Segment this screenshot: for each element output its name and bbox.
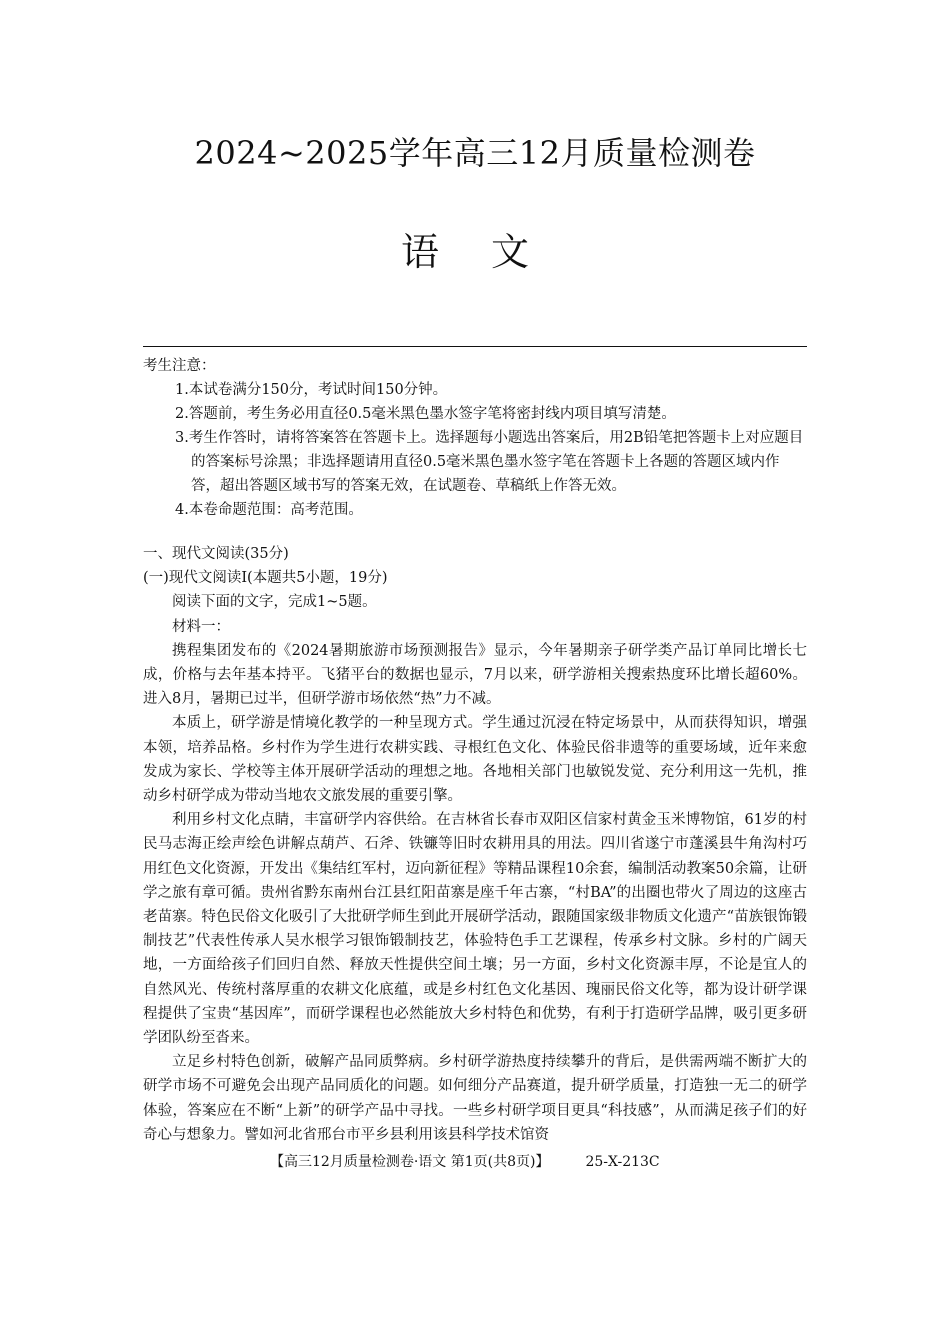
reading-section	[143, 542, 807, 1147]
page-footer	[270, 1152, 790, 1172]
exam-title: 2024~2025学年高三12月质量检测卷	[194, 134, 756, 172]
notice-item-1: 1.本试卷满分150分，考试时间150分钟。	[175, 382, 448, 398]
divider-line	[143, 346, 807, 347]
notice-heading: 考生注意：	[143, 358, 216, 374]
paragraph-1: 携程集团发布的《2024暑期旅游市场预测报告》显示，今年暑期亲子研学类产品订单同比增长七成，价格与去年基本持平。飞猪平台的数据也显示，7月以来，研学游相关搜索热度环比增长超60%。进入8月，暑期已过半，但研学游市场依然“热”力不减。	[143, 642, 807, 708]
notice-item-4: 4.本卷命题范围：高考范围。	[175, 502, 363, 518]
notice-item-2: 2.答题前，考生务必用直径0.5毫米黑色墨水签字笔将密封线内项目填写清楚。	[175, 406, 676, 422]
footer-page-info: 【高三12月质量检测卷·语文 第1页(共8页)】	[270, 1154, 550, 1170]
paragraph-3: 利用乡村文化点睛，丰富研学内容供给。在吉林省长春市双阳区信家村黄金玉米博物馆，61岁的村民马志海正绘声绘色讲解点葫芦、石斧、铁镰等旧时农耕用具的用法。四川省遂宁市蓬溪县牛角沟村巧用红色文化资源，开发出《集结红军村，迈向新征程》等精品课程10余套，编制活动教案50余篇，让研学之旅有章可循。贵州省黔东南州台江县红阳苗寨是座千年古寨，“村BA”的出圈也带火了周边的这座古老苗寨。特色民俗文化吸引了大批研学师生到此开展研学活动，跟随国家级非物质文化遗产“苗族银饰锻制技艺”代表性传承人吴水根学习银饰锻制技艺，体验特色手工艺课程，传承乡村文脉。乡村的广阔天地，一方面给孩子们回归自然、释放天性提供空间土壤；另一方面，乡村文化资源丰厚，不论是宜人的自然风光、传统村落厚重的农耕文化底蕴，或是乡村红色文化基因、瑰丽民俗文化等，都为设计研学课程提供了宝贵“基因库”，而研学课程也必然能放大乡村特色和优势，有利于打造研学品牌，吸引更多研学团队纷至沓来。	[143, 812, 807, 1047]
subject-title: 语文	[400, 230, 581, 274]
material-label: 材料一：	[172, 618, 230, 635]
footer-code: 25-X-213C	[585, 1154, 660, 1170]
section-subtitle: (一)现代文阅读Ⅰ(本题共5小题，19分)	[143, 570, 388, 587]
candidate-notice	[143, 354, 807, 522]
paragraph-2: 本质上，研学游是情境化教学的一种呈现方式。学生通过沉浸在特定场景中，从而获得知识，增强本领，培养品格。乡村作为学生进行农耕实践、寻根红色文化、体验民俗非遗等的重要场域，近年来愈发成为家长、学校等主体开展研学活动的理想之地。各地相关部门也敏锐发觉、充分利用这一先机，推动乡村研学成为带动当地农文旅发展的重要引擎。	[143, 715, 807, 805]
section-instruction: 阅读下面的文字，完成1~5题。	[172, 594, 377, 611]
notice-item-3: 3.考生作答时，请将答案答在答题卡上。选择题每小题选出答案后，用2B铅笔把答题卡上对应题目的答案标号涂黑；非选择题请用直径0.5毫米黑色墨水签字笔在答题卡上各题的答题区域内作答，超出答题区域书写的答案无效，在试题卷、草稿纸上作答无效。	[175, 430, 804, 494]
section-title: 一、现代文阅读(35分)	[143, 546, 289, 562]
paragraph-4: 立足乡村特色创新，破解产品同质弊病。乡村研学游热度持续攀升的背后，是供需两端不断扩大的研学市场不可避免会出现产品同质化的问题。如何细分产品赛道，提升研学质量，打造独一无二的研学体验，答案应在不断“上新”的研学产品中寻找。一些乡村研学项目更具“科技感”，从而满足孩子们的好奇心与想象力。譬如河北省邢台市平乡县利用该县科学技术馆资	[143, 1054, 807, 1143]
